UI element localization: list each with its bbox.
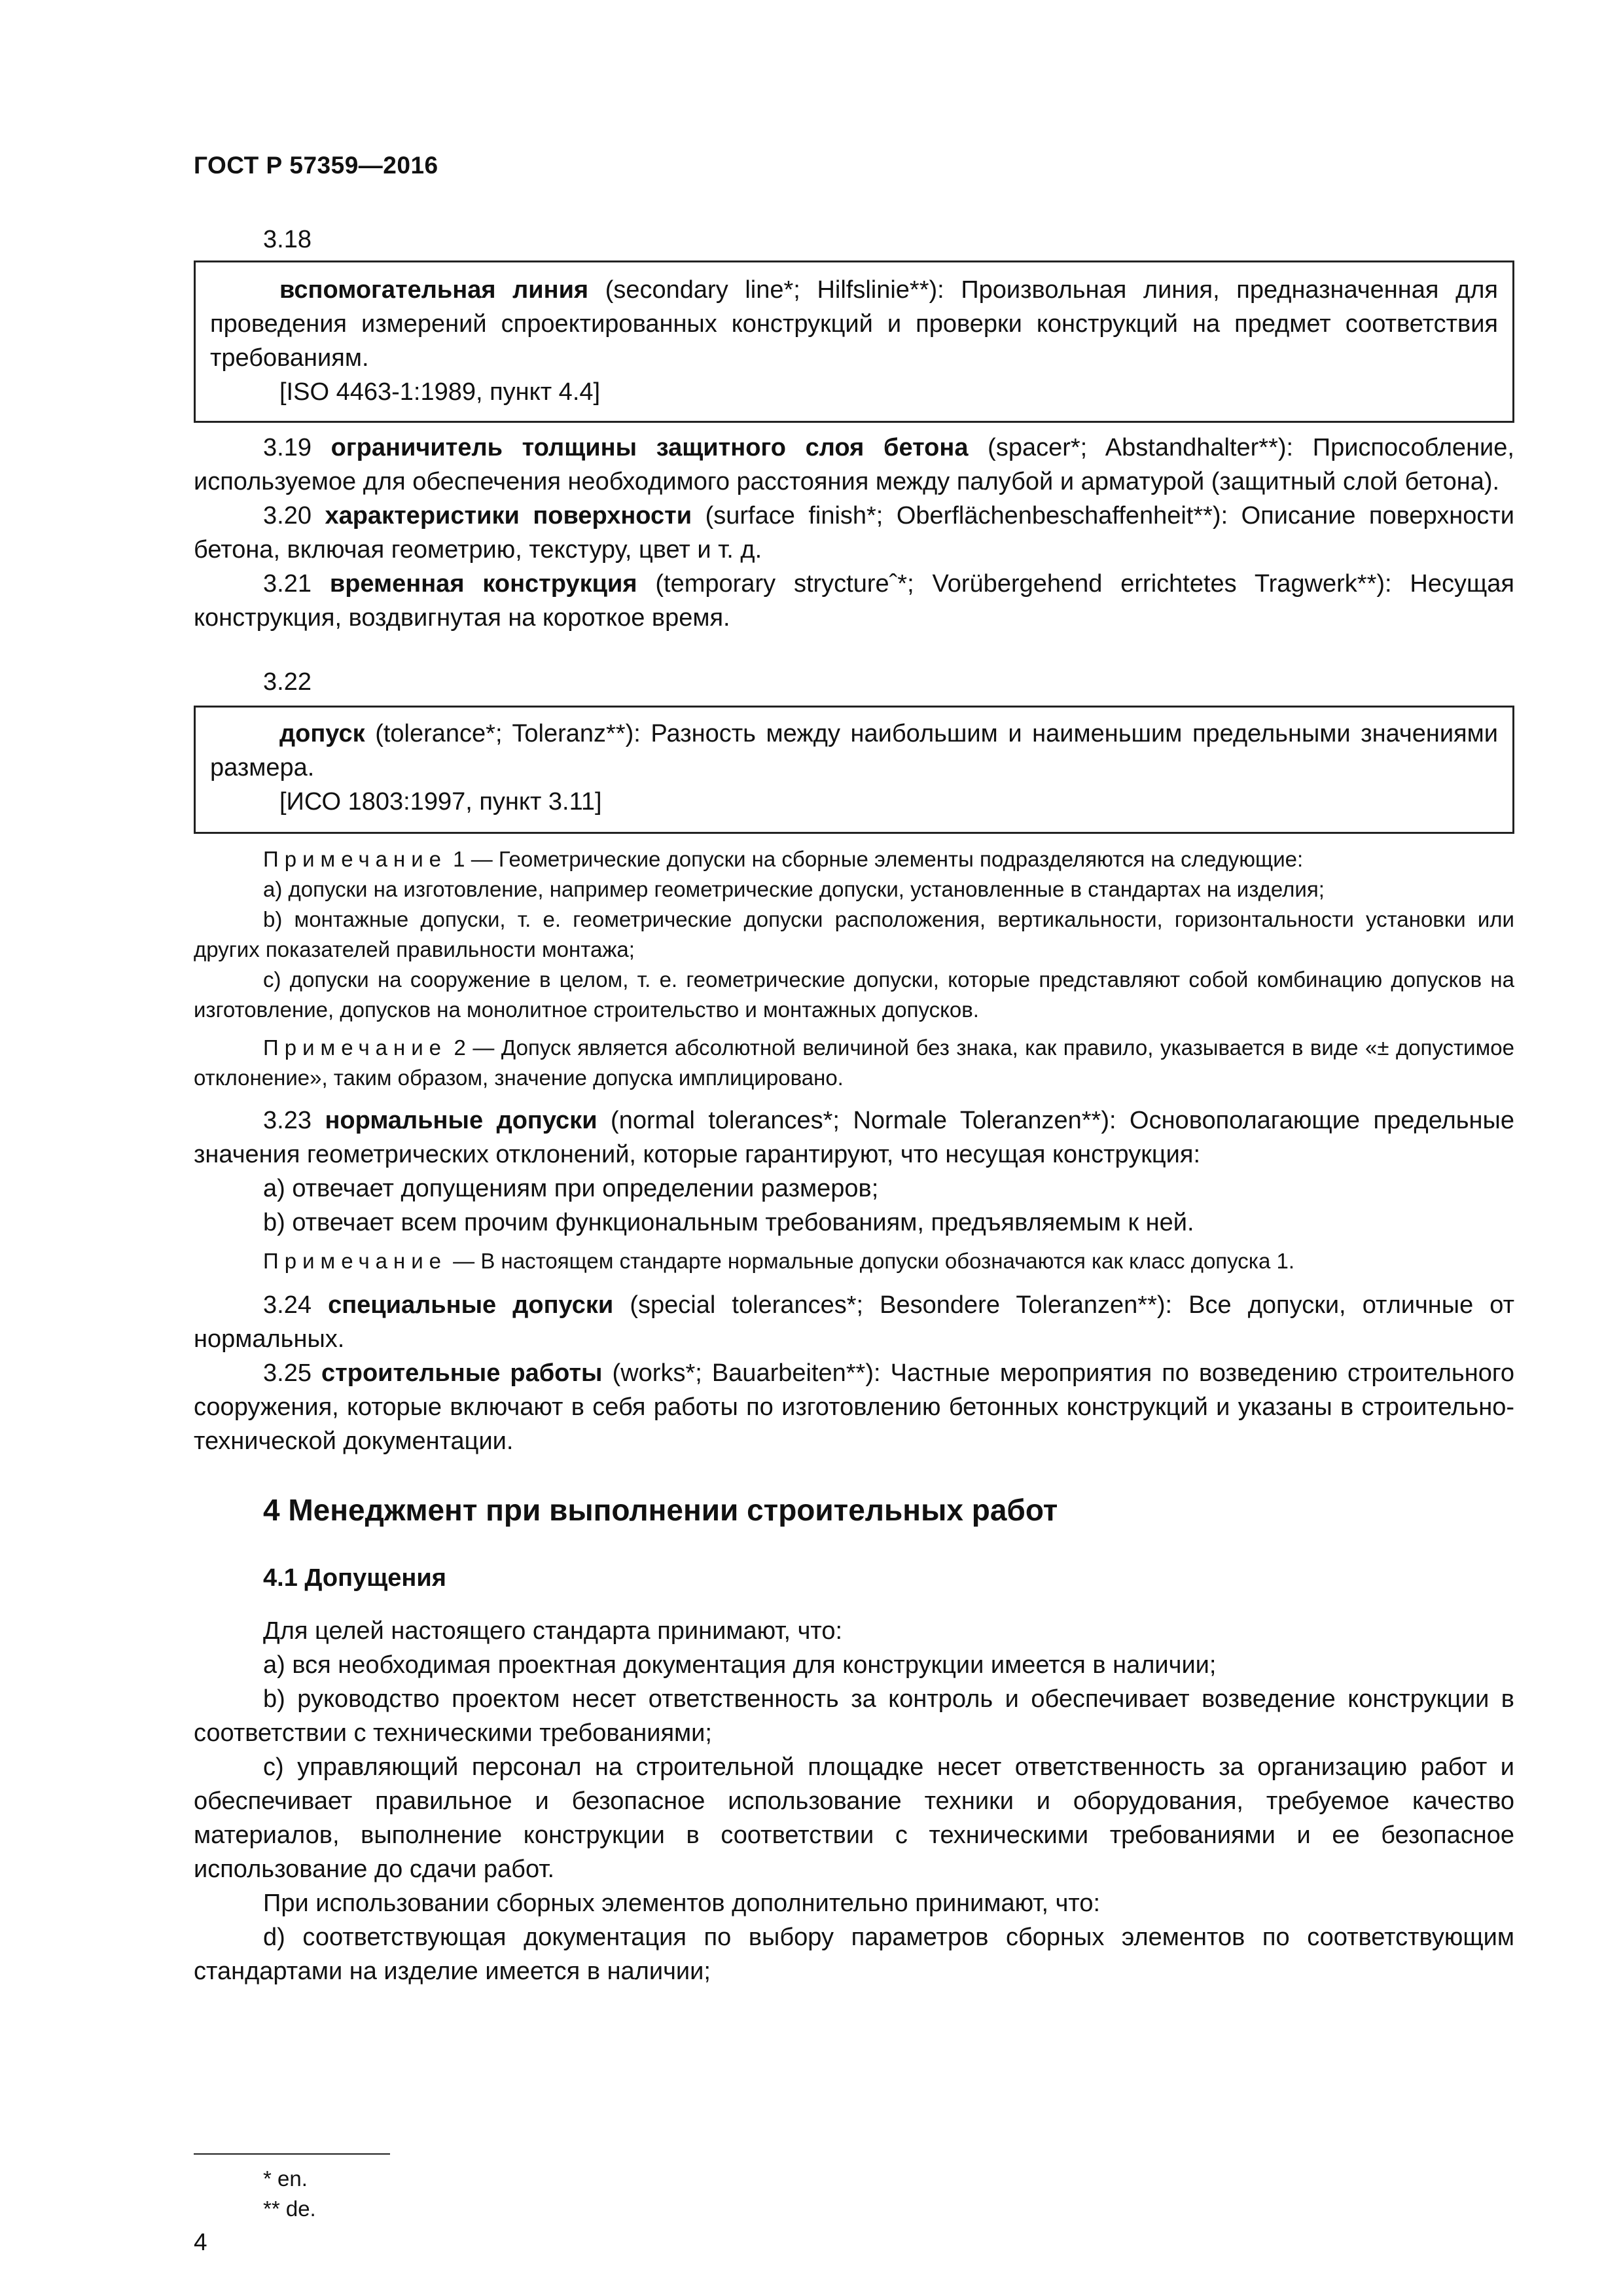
term-def-3-24: (special tolerances*; Besondere Toleranzen**): Все допуски, отличные от нормальных. bbox=[194, 1291, 1514, 1353]
section-4-1-item-c: с) управляющий персонал на строительной площадке несет ответственность за организацию работ и обеспечивает правильное и безопасное использование техники и оборудования, требуемое качество материалов, выполнение конструкции в соответствии с техническими требованиями и ее безопасное использование до сдачи работ. bbox=[194, 1753, 1514, 1883]
term-entry-3-19 bbox=[194, 431, 1514, 499]
note-1-label: Примечание bbox=[263, 847, 448, 871]
terms-3-19-to-3-21 bbox=[194, 431, 1514, 635]
section-4-1-heading: 4.1 Допущения bbox=[263, 1564, 446, 1592]
term-def-3-20: (surface finish*; Oberflächenbeschaffenheit**): Описание поверхности бетона, включая геометрию, текстуру, цвет и т. д. bbox=[194, 502, 1514, 564]
terms-3-24-to-3-25 bbox=[194, 1288, 1514, 1458]
term-3-19: ограничитель толщины защитного слоя бетона bbox=[330, 434, 969, 461]
term-def-3-19: (spacer*; Abstandhalter**): Приспособление, используемое для обеспечения необходимого расстояния между палубой и арматурой (защитный слой бетона). bbox=[194, 434, 1514, 495]
term-entry-3-24 bbox=[194, 1288, 1514, 1356]
term-entry-3-21 bbox=[194, 567, 1514, 635]
term-number-3-18: 3.18 bbox=[263, 226, 312, 253]
note-1-item-c: с) допуски на сооружение в целом, т. е. геометрические допуски, которые представляют собой комбинацию допусков на изготовление, допусков на монолитное строительство и монтажных допусков. bbox=[194, 967, 1514, 1022]
term-entry-3-25 bbox=[194, 1356, 1514, 1458]
term-3-22: допуск bbox=[279, 720, 365, 747]
term-def-3-25: (works*; Bauarbeiten**): Частные мероприятия по возведению строительного сооружения, которые включают в себя работы по изготовлению бетонных конструкций и указаны в строительно-технической документации. bbox=[194, 1359, 1514, 1455]
term-def-3-18: (secondary line*; Hilfslinie**): Произвольная линия, предназначенная для проведения измерений спроектированных конструкций и проверки конструкций на предмет соответствия требованиям. bbox=[210, 276, 1498, 372]
section-4-1-item-d: d) соответствующая документация по выбору параметров сборных элементов по соответствующим стандартами на изделие имеется в наличии; bbox=[194, 1924, 1514, 1985]
term-number-3-21: 3.21 bbox=[263, 570, 330, 598]
note-1-item-b: b) монтажные допуски, т. е. геометрические допуски расположения, вертикальности, горизонтальности установки или других показателей правильности монтажа; bbox=[194, 907, 1514, 961]
section-4-heading: 4 Менеджмент при выполнении строительных работ bbox=[263, 1493, 1058, 1527]
term-3-23-item-a: а) отвечает допущениям при определении размеров; bbox=[263, 1175, 879, 1202]
note-1 bbox=[194, 844, 1514, 1025]
note-3-label: Примечание bbox=[263, 1249, 448, 1273]
footnote-de: ** de. bbox=[263, 2197, 316, 2221]
note-3-text-block bbox=[194, 1246, 1514, 1276]
note-2-text: 2 — Допуск является абсолютной величиной без знака, как правило, указывается в виде «± допустимое отклонение», таким образом, значение допуска имплицировано. bbox=[194, 1035, 1514, 1090]
term-number-3-19: 3.19 bbox=[263, 434, 331, 461]
term-3-25: строительные работы bbox=[321, 1359, 603, 1387]
term-box-3-22 bbox=[194, 706, 1514, 834]
term-entry-3-23 bbox=[194, 1103, 1514, 1240]
term-reference-3-22: [ИСО 1803:1997, пункт 3.11] bbox=[279, 788, 602, 816]
term-number-3-20: 3.20 bbox=[263, 502, 325, 529]
term-def-3-21: (temporary stryctureˆ*; Vorübergehend errichtetes Tragwerk**): Несущая конструкция, воздвигнутая на короткое время. bbox=[194, 570, 1514, 632]
section-4-1-prefab-intro: При использовании сборных элементов дополнительно принимают, что: bbox=[263, 1890, 1101, 1917]
note-1-intro bbox=[194, 844, 1514, 874]
footnote-separator bbox=[194, 2153, 390, 2155]
term-def-3-22: (tolerance*; Toleranz**): Разность между наибольшим и наименьшим предельными значениями размера. bbox=[210, 720, 1498, 781]
term-3-24: специальные допуски bbox=[328, 1291, 614, 1319]
section-4-1-item-a: а) вся необходимая проектная документация для конструкции имеется в наличии; bbox=[263, 1651, 1217, 1679]
note-1-item-a: а) допуски на изготовление, например геометрические допуски, установленные в стандартах на изделия; bbox=[263, 877, 1325, 901]
note-1-text: 1 — Геометрические допуски на сборные элементы подразделяются на следующие: bbox=[447, 847, 1304, 871]
page-number: 4 bbox=[194, 2229, 207, 2255]
section-4-1-item-b: b) руководство проектом несет ответственность за контроль и обеспечивает возведение конструкции в соответствии с техническими требованиями; bbox=[194, 1685, 1514, 1747]
footnote-en: * en. bbox=[263, 2166, 308, 2191]
note-2 bbox=[194, 1033, 1514, 1093]
section-4-1-body bbox=[194, 1614, 1514, 1988]
note-2-label: Примечание bbox=[263, 1035, 448, 1060]
term-definition-3-22 bbox=[210, 717, 1498, 785]
term-definition-3-23 bbox=[194, 1103, 1514, 1172]
term-reference-3-18: [ISO 4463-1:1989, пункт 4.4] bbox=[279, 378, 601, 406]
term-number-3-22: 3.22 bbox=[263, 668, 312, 696]
note-3-text: — В настоящем стандарте нормальные допуски обозначаются как класс допуска 1. bbox=[447, 1249, 1295, 1273]
term-3-21: временная конструкция bbox=[329, 570, 637, 598]
term-number-3-23: 3.23 bbox=[263, 1107, 325, 1134]
term-3-18: вспомогательная линия bbox=[279, 276, 589, 304]
term-3-23: нормальные допуски bbox=[325, 1107, 597, 1134]
term-3-23-item-b: b) отвечает всем прочим функциональным требованиям, предъявляемым к ней. bbox=[263, 1209, 1194, 1236]
term-def-3-23: (normal tolerances*; Normale Toleranzen**): Основополагающие предельные значения геометрических отклонений, которые гарантируют, что несущая конструкция: bbox=[194, 1107, 1514, 1168]
document-header: ГОСТ Р 57359—2016 bbox=[194, 152, 438, 179]
term-box-3-18 bbox=[194, 260, 1514, 423]
note-2-text-block bbox=[194, 1033, 1514, 1093]
term-3-20: характеристики поверхности bbox=[325, 502, 692, 529]
section-4-1-intro: Для целей настоящего стандарта принимают, что: bbox=[263, 1617, 843, 1645]
note-3 bbox=[194, 1246, 1514, 1276]
term-number-3-25: 3.25 bbox=[263, 1359, 322, 1387]
term-definition-3-18 bbox=[210, 273, 1498, 375]
term-number-3-24: 3.24 bbox=[263, 1291, 329, 1319]
term-entry-3-20 bbox=[194, 499, 1514, 567]
